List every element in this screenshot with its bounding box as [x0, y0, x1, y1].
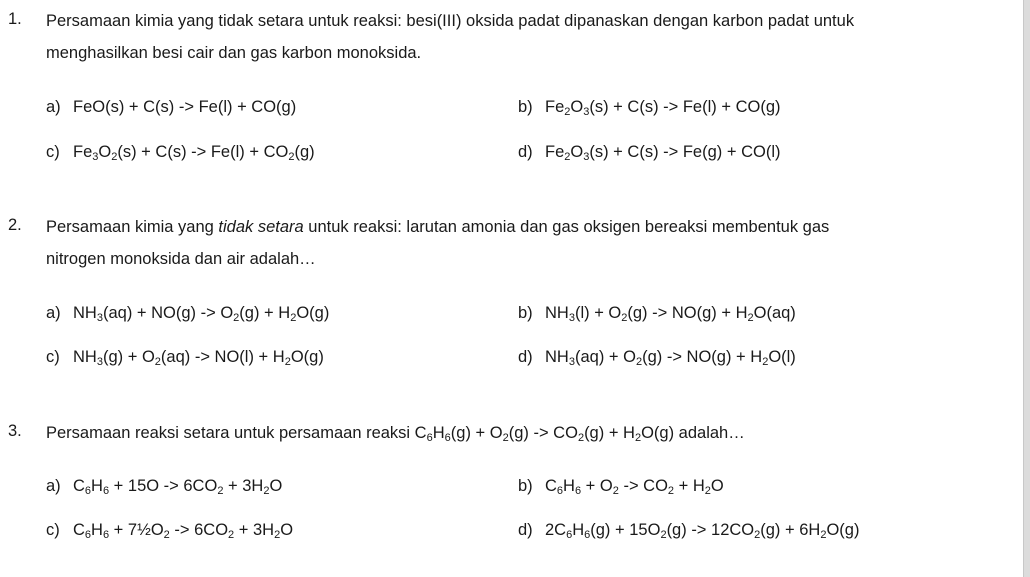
question-line: [46, 422, 986, 454]
subscript: 6: [566, 529, 573, 541]
formula-part: (g) -> NO(g) + H: [627, 304, 748, 322]
formula-part: (g) -> NO(g) + H: [642, 348, 763, 366]
option-d[interactable]: [518, 346, 796, 368]
subscript: 2: [288, 151, 295, 163]
formula-part: + 3H: [234, 521, 275, 539]
option-label: b): [518, 98, 533, 116]
subscript: 2: [163, 529, 170, 541]
formula-part: H: [91, 521, 103, 539]
option-d[interactable]: [518, 141, 781, 163]
subscript: 2: [154, 356, 161, 368]
formula-part: + 7½O: [109, 521, 164, 539]
subscript: 2: [754, 529, 761, 541]
option-b[interactable]: [518, 475, 724, 497]
subscript: 6: [584, 529, 591, 541]
subscript: 2: [621, 312, 628, 324]
scrollbar[interactable]: [1023, 0, 1030, 577]
formula-part: H: [91, 477, 103, 495]
subscript: 3: [92, 151, 99, 163]
subscript: 3: [568, 312, 575, 324]
formula-part: O: [269, 477, 283, 495]
question-line: [46, 216, 986, 248]
subscript: 2: [747, 312, 754, 324]
formula-part: (g) + O: [102, 348, 155, 366]
option-c[interactable]: [46, 141, 315, 163]
option-label: b): [518, 477, 533, 495]
question-line: Persamaan kimia yang tidak setara untuk reaksi: besi(III) oksida padat dipanaskan dengan karbon padat untuk: [46, 12, 855, 30]
formula-part: (g) + 15O: [590, 521, 661, 539]
subscript: 2: [635, 356, 643, 368]
text-segment: Persamaan kimia yang: [46, 218, 219, 236]
subscript: 2: [263, 485, 270, 497]
subscript: 2: [577, 432, 585, 444]
formula-part: (g) + H: [239, 304, 291, 322]
question-text: [46, 422, 986, 454]
subscript: 3: [96, 356, 103, 368]
subscript: 3: [568, 356, 575, 368]
subscript: 2: [228, 529, 235, 541]
formula-part: (s) + C(s) -> Fe(l) + CO: [117, 143, 289, 161]
subscript: 2: [667, 485, 675, 497]
subscript: 2: [502, 432, 509, 444]
subscript: 3: [583, 151, 590, 163]
formula-part: + 15O -> 6CO: [109, 477, 218, 495]
subscript: 2: [660, 529, 667, 541]
subscript: 2: [820, 529, 827, 541]
option-c[interactable]: [46, 346, 324, 368]
subscript: 6: [556, 485, 564, 497]
formula-part: -> 6CO: [169, 521, 229, 539]
formula-part: O: [570, 98, 584, 116]
option-a[interactable]: [46, 302, 329, 324]
formula-part: C: [73, 521, 85, 539]
formula-part: (l) + O: [574, 304, 622, 322]
subscript: 3: [583, 106, 590, 118]
formula-part: (g): [294, 143, 315, 161]
option-label: c): [46, 521, 60, 539]
question-line: nitrogen monoksida dan air adalah…: [46, 250, 316, 268]
question-number: 2.: [8, 216, 22, 234]
subscript: 6: [102, 529, 110, 541]
formula-part: (g) -> 12CO: [666, 521, 755, 539]
subscript: 2: [564, 151, 571, 163]
formula-part: -> CO: [618, 477, 668, 495]
question-text: [46, 10, 986, 74]
formula-part: O(g): [826, 521, 860, 539]
formula-part: (aq) + NO(g) -> O: [102, 304, 234, 322]
option-text: FeO(s) + C(s) -> Fe(l) + CO(g): [73, 98, 297, 116]
formula-part: + 3H: [223, 477, 264, 495]
option-label: b): [518, 304, 533, 322]
formula-part: (s) + C(s) -> Fe(l) + CO(g): [589, 98, 781, 116]
text-segment: Persamaan reaksi setara untuk persamaan reaksi C: [46, 424, 427, 442]
option-b[interactable]: [518, 302, 796, 324]
formula-part: Fe: [545, 98, 565, 116]
subscript: 2: [284, 356, 291, 368]
formula-part: O(g): [296, 304, 330, 322]
subscript: 6: [444, 432, 451, 444]
option-c[interactable]: [46, 519, 293, 541]
subscript: 2: [217, 485, 224, 497]
formula-part: Fe: [545, 143, 565, 161]
formula-part: (aq) + O: [574, 348, 636, 366]
formula-part: O: [710, 477, 724, 495]
option-label: a): [46, 477, 61, 495]
formula-part: O: [98, 143, 112, 161]
formula-part: NH: [73, 348, 97, 366]
question-line: menghasilkan besi cair dan gas karbon monoksida.: [46, 44, 422, 62]
formula-part: (s) + C(s) -> Fe(g) + CO(l): [589, 143, 781, 161]
text-segment: O(g) adalah…: [641, 424, 745, 442]
formula-part: C: [545, 477, 557, 495]
subscript: 6: [84, 529, 92, 541]
formula-part: O: [570, 143, 584, 161]
subscript: 6: [574, 485, 582, 497]
subscript: 2: [612, 485, 619, 497]
option-label: a): [46, 98, 61, 116]
subscript: 2: [762, 356, 769, 368]
formula-part: Fe: [73, 143, 93, 161]
subscript: 6: [102, 485, 110, 497]
emphasis-text: tidak setara: [218, 218, 304, 236]
text-segment: H: [432, 424, 445, 442]
formula-part: (g) + 6H: [760, 521, 821, 539]
question-number: 3.: [8, 422, 22, 440]
subscript: 2: [290, 312, 297, 324]
option-a[interactable]: [46, 96, 296, 118]
subscript: 2: [233, 312, 240, 324]
formula-part: 2C: [545, 521, 567, 539]
subscript: 6: [426, 432, 433, 444]
formula-part: C: [73, 477, 85, 495]
option-b[interactable]: [518, 96, 781, 118]
subscript: 3: [96, 312, 103, 324]
formula-part: O(aq): [753, 304, 796, 322]
question-number: 1.: [8, 10, 22, 28]
subscript: 6: [84, 485, 92, 497]
formula-part: NH: [545, 304, 569, 322]
option-label: d): [518, 521, 533, 539]
option-label: c): [46, 143, 60, 161]
option-label: c): [46, 348, 60, 366]
text-segment: (g) + O: [450, 424, 503, 442]
subscript: 2: [564, 106, 571, 118]
option-label: d): [518, 348, 533, 366]
formula-part: (aq) -> NO(l) + H: [160, 348, 285, 366]
text-segment: (g) + H: [584, 424, 635, 442]
formula-part: + H: [674, 477, 705, 495]
option-label: d): [518, 143, 533, 161]
subscript: 2: [634, 432, 642, 444]
question-text: [46, 216, 986, 280]
subscript: 2: [704, 485, 711, 497]
option-a[interactable]: [46, 475, 282, 497]
text-segment: (g) -> CO: [508, 424, 578, 442]
subscript: 2: [111, 151, 118, 163]
formula-part: O: [280, 521, 294, 539]
text-segment: untuk reaksi: larutan amonia dan gas oksigen bereaksi membentuk gas: [303, 218, 830, 236]
formula-part: H: [572, 521, 585, 539]
formula-part: + O: [581, 477, 613, 495]
formula-part: O(g): [290, 348, 324, 366]
formula-part: H: [563, 477, 575, 495]
option-label: a): [46, 304, 61, 322]
formula-part: NH: [545, 348, 569, 366]
formula-part: O(l): [768, 348, 796, 366]
option-d[interactable]: [518, 519, 859, 541]
subscript: 2: [274, 529, 281, 541]
formula-part: NH: [73, 304, 97, 322]
